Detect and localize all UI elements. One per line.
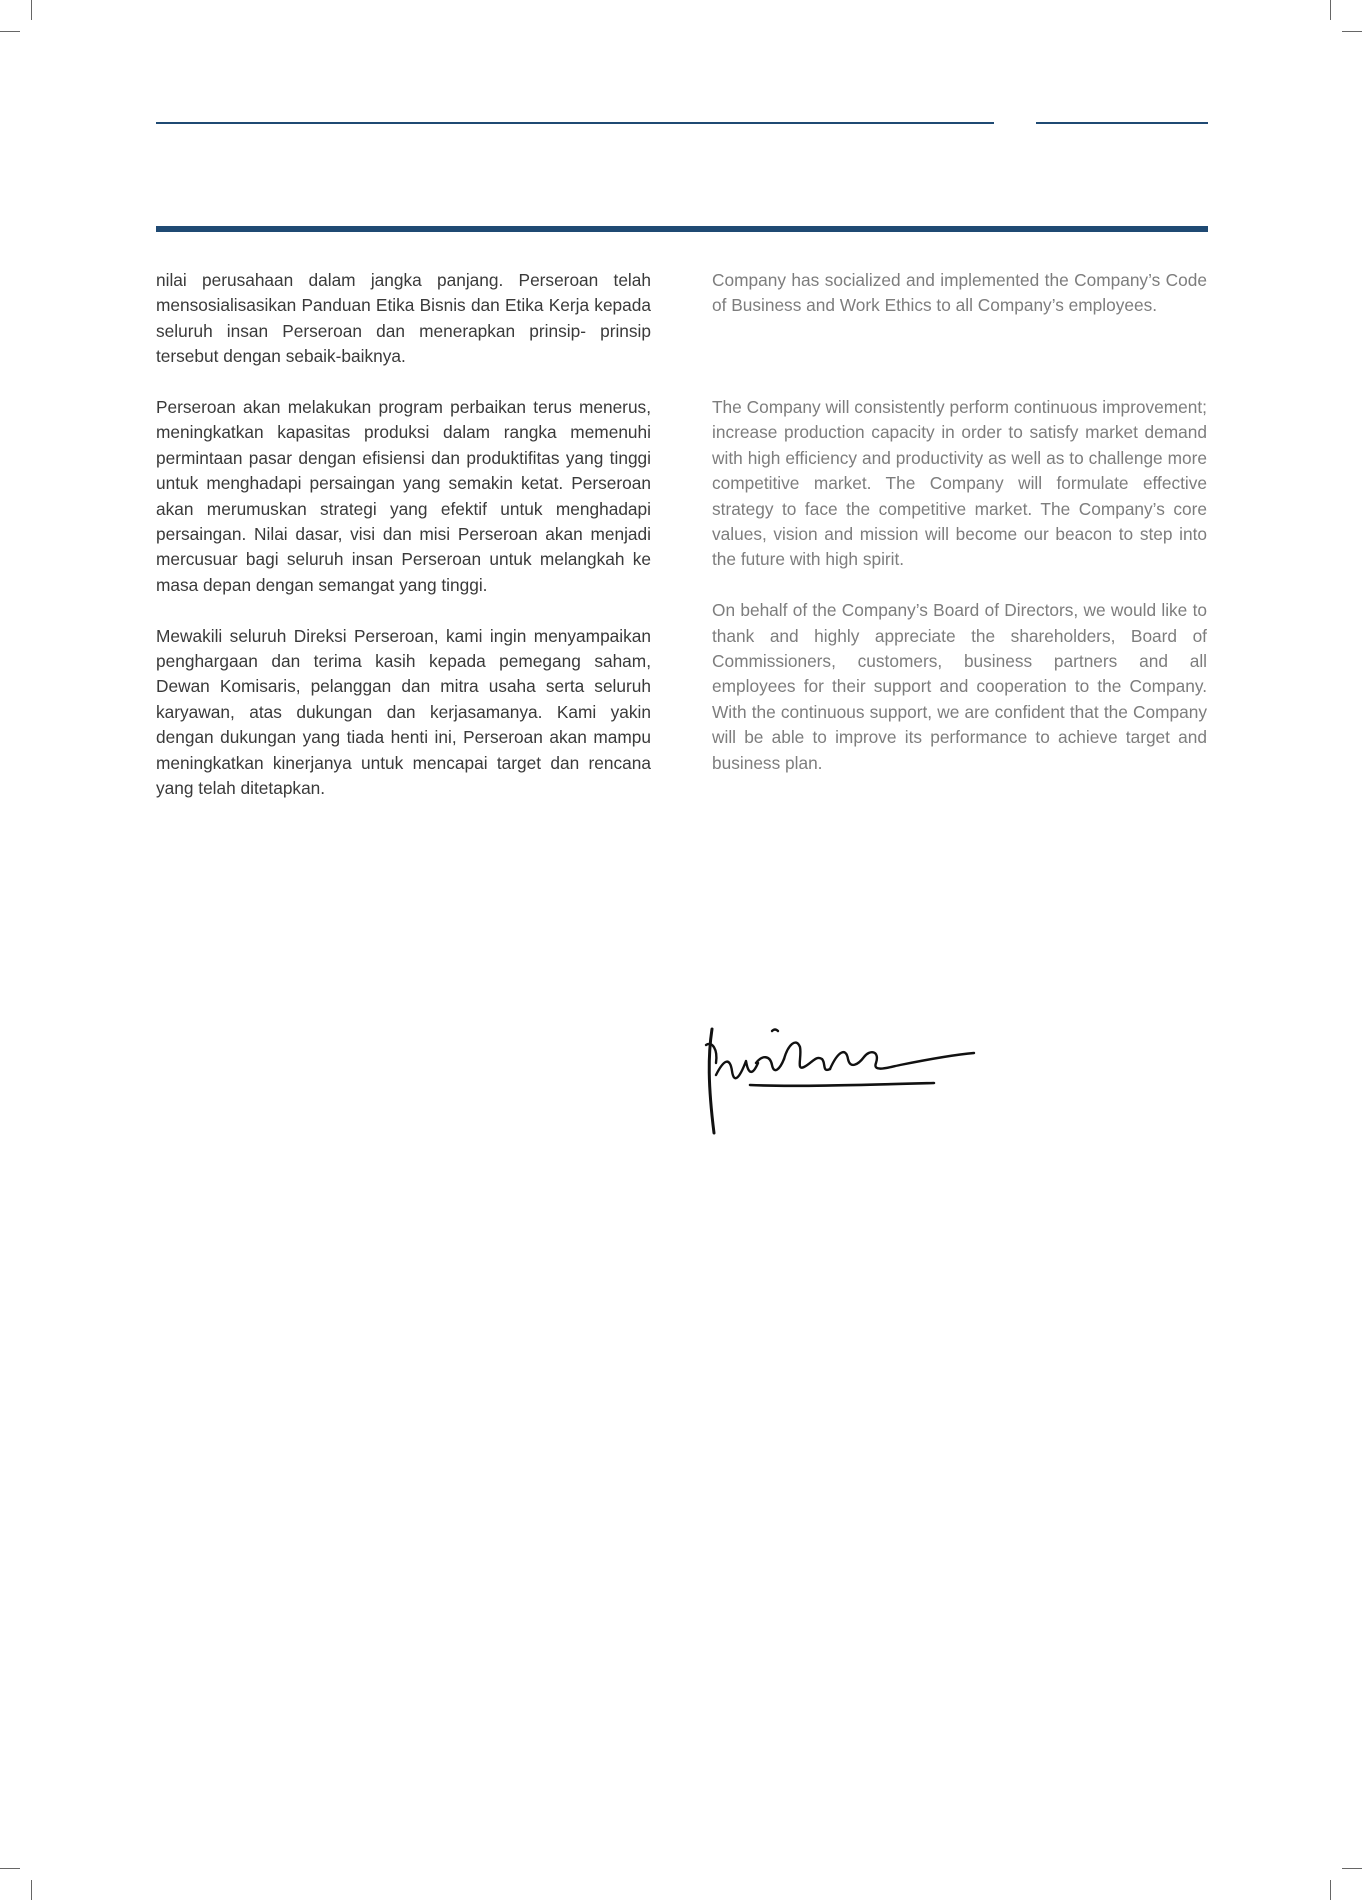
crop-mark-top-right-v bbox=[1330, 0, 1331, 20]
header-rule-left bbox=[156, 122, 994, 124]
crop-mark-bottom-left-v bbox=[31, 1880, 32, 1900]
indonesian-column bbox=[156, 268, 651, 802]
english-paragraph-1: Company has socialized and implemented the Company’s Code of Business and Work Ethics to all Company’s employees. bbox=[712, 270, 1207, 316]
header-rule-right bbox=[1036, 122, 1208, 124]
english-column bbox=[712, 268, 1207, 776]
crop-mark-bottom-right-h bbox=[1342, 1868, 1362, 1869]
indonesian-paragraph-3: Mewakili seluruh Direksi Perseroan, kami ingin menyampaikan penghargaan dan terima kasih kepada pemegang saham, Dewan Komisaris, pelanggan dan mitra usaha serta seluruh karyawan, atas dukungan dan kerjasamanya. Kami yakin dengan dukungan yang tiada henti ini, Perseroan akan mampu meningkatkan kinerjanya untuk mencapai target dan rencana yang telah ditetapkan. bbox=[156, 625, 651, 799]
crop-mark-top-left-v bbox=[31, 0, 32, 20]
indonesian-paragraph-1: nilai perusahaan dalam jangka panjang. Perseroan telah mensosialisasikan Panduan Etika Bisnis dan Etika Kerja kepada seluruh insan Perseroan dan menerapkan prinsip- prinsip tersebut dengan sebaik-baiknya. bbox=[156, 270, 651, 367]
handwritten-signature-icon bbox=[700, 1015, 990, 1140]
indonesian-paragraph-2: Perseroan akan melakukan program perbaikan terus menerus, meningkatkan kapasitas produksi dalam rangka memenuhi permintaan pasar dengan efisiensi dan produktifitas yang tinggi untuk menghadapi persaingan yang semakin ketat. Perseroan akan merumuskan strategi yang efektif untuk menghadapi persaingan. Nilai dasar, visi dan misi Perseroan akan menjadi mercusuar bagi seluruh insan Perseroan untuk melangkah ke masa depan dengan semangat yang tinggi. bbox=[156, 397, 651, 595]
crop-mark-bottom-right-v bbox=[1330, 1880, 1331, 1900]
crop-mark-top-right-h bbox=[1342, 31, 1362, 32]
crop-mark-bottom-left-h bbox=[0, 1868, 20, 1869]
english-paragraph-3: On behalf of the Company’s Board of Directors, we would like to thank and highly appreciate the shareholders, Board of Commissioners, customers, business partners and all employees for their support and cooperation to the Company. With the continuous support, we are confident that the Company will be able to improve its performance to achieve target and business plan. bbox=[712, 600, 1207, 773]
section-rule bbox=[156, 226, 1208, 232]
crop-mark-top-left-h bbox=[0, 31, 20, 32]
english-paragraph-2: The Company will consistently perform continuous improvement; increase production capacity in order to satisfy market demand with high efficiency and productivity as well as to challenge more competitive market. The Company will formulate effective strategy to face the competitive market. The Company’s core values, vision and mission will become our beacon to step into the future with high spirit. bbox=[712, 397, 1207, 570]
